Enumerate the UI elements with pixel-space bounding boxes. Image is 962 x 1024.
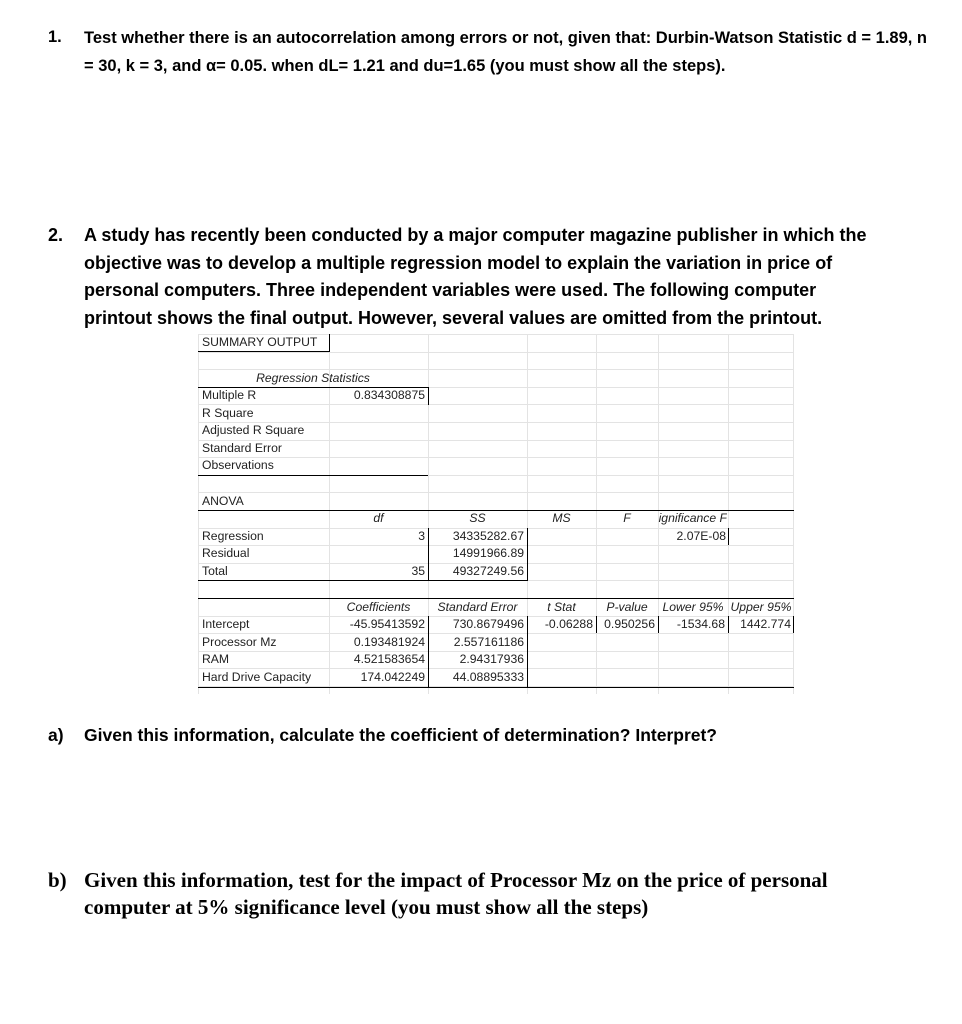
anova-header-f: F bbox=[623, 511, 631, 526]
coef-header-coefficients: Coefficients bbox=[346, 599, 411, 614]
coef-header-p-value: P-value bbox=[606, 599, 648, 614]
coef-label-intercept: Intercept bbox=[202, 617, 250, 632]
regression-statistics-header: Regression Statistics bbox=[256, 371, 370, 385]
question-2-line-1: A study has recently been conducted by a major computer magazine publisher in which the bbox=[84, 225, 867, 245]
coef-p-intercept: 0.950256 bbox=[604, 617, 655, 632]
cell-border bbox=[428, 528, 429, 581]
question-b-text bbox=[84, 867, 884, 921]
question-2-text bbox=[84, 222, 914, 332]
coef-se-hard-drive-capacity: 44.08895333 bbox=[452, 670, 524, 684]
question-b-number: b) bbox=[48, 868, 67, 892]
coef-lower-intercept: -1534.68 bbox=[676, 617, 725, 632]
reg-stat-label-multiple-r: Multiple R bbox=[202, 388, 257, 402]
reg-stat-label-r-square: R Square bbox=[202, 405, 254, 420]
coef-value-intercept: -45.95413592 bbox=[349, 617, 425, 632]
anova-ss-regression: 34335282.67 bbox=[452, 528, 524, 543]
table-border bbox=[198, 580, 528, 581]
coef-label-hard-drive-capacity: Hard Drive Capacity bbox=[202, 670, 312, 684]
anova-label-regression: Regression bbox=[202, 528, 264, 543]
question-b-line-2: computer at 5% significance level (you must show all the steps) bbox=[84, 895, 649, 919]
cell-border bbox=[728, 616, 729, 634]
anova-header-ss: SS bbox=[469, 511, 486, 526]
question-a-number: a) bbox=[48, 725, 64, 745]
coef-upper-intercept: 1442.774 bbox=[740, 617, 791, 632]
cell-border bbox=[596, 616, 597, 634]
question-2-line-2: objective was to develop a multiple regression model to explain the variation in price of bbox=[84, 252, 833, 273]
gridline bbox=[793, 334, 794, 694]
cell-border bbox=[428, 616, 429, 688]
anova-header-significance-f: ignificance F bbox=[658, 511, 727, 526]
coef-se-intercept: 730.8679496 bbox=[452, 617, 524, 632]
question-1-text bbox=[84, 24, 929, 80]
question-2-number: 2. bbox=[48, 225, 64, 245]
cell-border bbox=[793, 616, 794, 634]
anova-significance-f-regression: 2.07E-08 bbox=[676, 528, 726, 543]
cell-border bbox=[527, 528, 528, 581]
coef-se-ram: 2.94317936 bbox=[459, 652, 524, 667]
summary-title: SUMMARY OUTPUT bbox=[202, 335, 318, 349]
anova-df-regression: 3 bbox=[418, 528, 425, 543]
question-a-text: Given this information, calculate the coefficient of determination? Interpret? bbox=[84, 725, 717, 745]
coef-value-hard-drive-capacity: 174.042249 bbox=[360, 670, 425, 684]
coef-value-processor-mz: 0.193481924 bbox=[353, 634, 425, 649]
reg-stat-label-adjusted-r-square: Adjusted R Square bbox=[202, 423, 305, 438]
coef-se-processor-mz: 2.557161186 bbox=[453, 634, 524, 649]
gridline bbox=[198, 334, 199, 694]
table-border bbox=[198, 687, 794, 688]
coef-value-ram: 4.521583654 bbox=[353, 652, 425, 667]
table-border bbox=[198, 475, 428, 476]
gridline bbox=[198, 492, 794, 493]
question-2-line-3: personal computers. Three independent variables were used. The following computer bbox=[84, 280, 817, 300]
gridline bbox=[728, 334, 729, 694]
anova-ss-total: 49327249.56 bbox=[452, 564, 524, 578]
reg-stat-label-observations: Observations bbox=[202, 458, 274, 473]
question-b-line-1: Given this information, test for the impact of Processor Mz on the price of personal bbox=[84, 868, 828, 892]
regression-summary-output bbox=[198, 334, 794, 694]
anova-title: ANOVA bbox=[202, 493, 244, 508]
anova-header-ms: MS bbox=[552, 511, 571, 526]
question-1-number: 1. bbox=[48, 28, 62, 46]
anova-ss-residual: 14991966.89 bbox=[452, 546, 524, 561]
cell-border bbox=[428, 387, 429, 405]
coef-label-ram: RAM bbox=[202, 652, 230, 667]
gridline bbox=[198, 404, 794, 405]
gridline bbox=[198, 457, 794, 458]
coef-header-lower-95: Lower 95% bbox=[662, 599, 724, 614]
cell-border bbox=[658, 616, 659, 634]
anova-label-residual: Residual bbox=[202, 546, 250, 561]
cell-border bbox=[728, 528, 729, 546]
anova-label-total: Total bbox=[202, 564, 228, 578]
reg-stat-label-standard-error: Standard Error bbox=[202, 440, 282, 455]
coef-header-t-stat: t Stat bbox=[547, 599, 576, 614]
coef-header-standard-error: Standard Error bbox=[437, 599, 518, 614]
anova-header-df: df bbox=[373, 511, 384, 526]
cell-border bbox=[198, 351, 329, 352]
question-2-line-4: printout shows the final output. However, several values are omitted from the printout. bbox=[84, 307, 823, 328]
anova-df-total: 35 bbox=[411, 564, 425, 578]
coef-header-upper-95: Upper 95% bbox=[730, 599, 792, 614]
reg-stat-value-multiple-r: 0.834308875 bbox=[353, 388, 425, 402]
coef-label-processor-mz: Processor Mz bbox=[202, 634, 277, 649]
cell-border bbox=[329, 334, 330, 352]
question-1-line-2: = 30, k = 3, and α= 0.05. when dL= 1.21 and du=1.65 (you must show all the steps). bbox=[84, 57, 726, 75]
coef-t-intercept: -0.06288 bbox=[544, 617, 593, 632]
cell-border bbox=[527, 616, 528, 688]
question-1-line-1: Test whether there is an autocorrelation among errors or not, given that: Durbin-Watson Statistic d = 1.89, n bbox=[84, 29, 928, 47]
